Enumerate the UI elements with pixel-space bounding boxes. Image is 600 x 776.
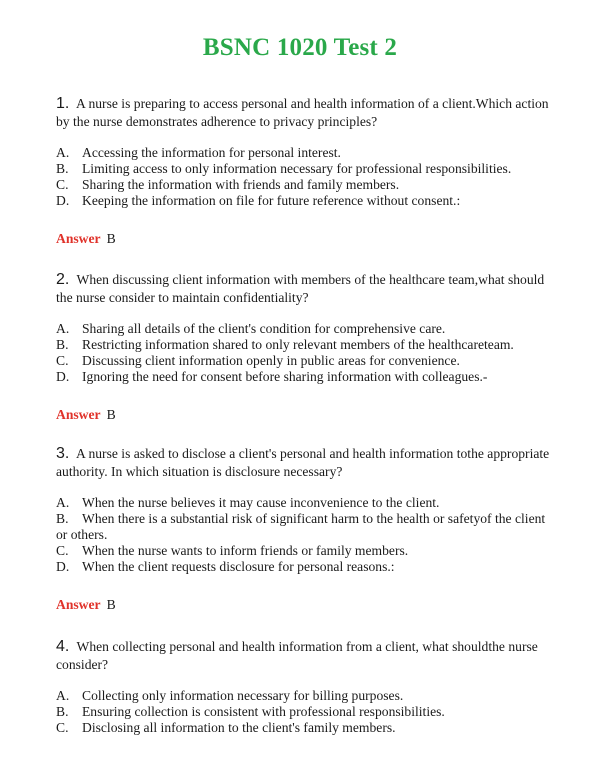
option-d: D. When the client requests disclosure for personal reasons.: (56, 559, 395, 574)
option-b: B. When there is a substantial risk of significant harm to the health or safetyof the client or others. (56, 511, 546, 542)
option-a: A. Accessing the information for personal interest. (56, 145, 341, 160)
question-number: 4. (56, 638, 70, 655)
options-list (56, 145, 556, 209)
question-number: 1. (56, 95, 70, 112)
question-3 (56, 445, 556, 614)
answer-value: B (106, 231, 116, 246)
answer-label: Answer (56, 407, 101, 422)
option-c: C. Sharing the information with friends and family members. (56, 177, 400, 192)
option-d: D. Keeping the information on file for future reference without consent.: (56, 193, 461, 208)
option-d: D. Ignoring the need for consent before sharing information with colleagues.- (56, 369, 488, 384)
option-a: A. When the nurse believes it may cause inconvenience to the client. (56, 495, 440, 510)
document-title: BSNC 1020 Test 2 (202, 34, 398, 61)
option-a: A. Sharing all details of the client's condition for comprehensive care. (56, 321, 446, 336)
question-4 (56, 638, 556, 736)
option-c: C. When the nurse wants to inform friends or family members. (56, 543, 409, 558)
question-text: 4. When collecting personal and health information from a client, what shouldthe nurse consider? (56, 638, 538, 672)
answer-value: B (106, 407, 116, 422)
answer-line (56, 596, 556, 614)
question-1 (56, 95, 556, 248)
question-2 (56, 271, 556, 424)
option-c: C. Discussing client information openly in public areas for convenience. (56, 353, 460, 368)
question-text: 2. When discussing client information with members of the healthcare team,what should the nurse consider to maintain confidentiality? (56, 271, 545, 305)
option-a: A. Collecting only information necessary for billing purposes. (56, 688, 404, 703)
question-number: 3. (56, 445, 70, 462)
question-text: 3. A nurse is asked to disclose a client's personal and health information tothe appropriate authority. In which situation is disclosure necessary? (56, 445, 550, 479)
answer-label: Answer (56, 231, 101, 246)
options-list (56, 495, 556, 575)
answer-line (56, 230, 556, 248)
answer-label: Answer (56, 597, 101, 612)
option-b: B. Restricting information shared to only relevant members of the healthcareteam. (56, 337, 514, 352)
options-list (56, 688, 556, 736)
options-list (56, 321, 556, 385)
question-text: 1. A nurse is preparing to access personal and health information of a client.Which action by the nurse demonstrates adherence to privacy principles? (56, 95, 549, 129)
question-number: 2. (56, 271, 70, 288)
answer-value: B (106, 597, 116, 612)
option-b: B. Ensuring collection is consistent with professional responsibilities. (56, 704, 445, 719)
option-b: B. Limiting access to only information necessary for professional responsibilities. (56, 161, 512, 176)
answer-line (56, 406, 556, 424)
option-c: C. Disclosing all information to the client's family members. (56, 720, 396, 735)
